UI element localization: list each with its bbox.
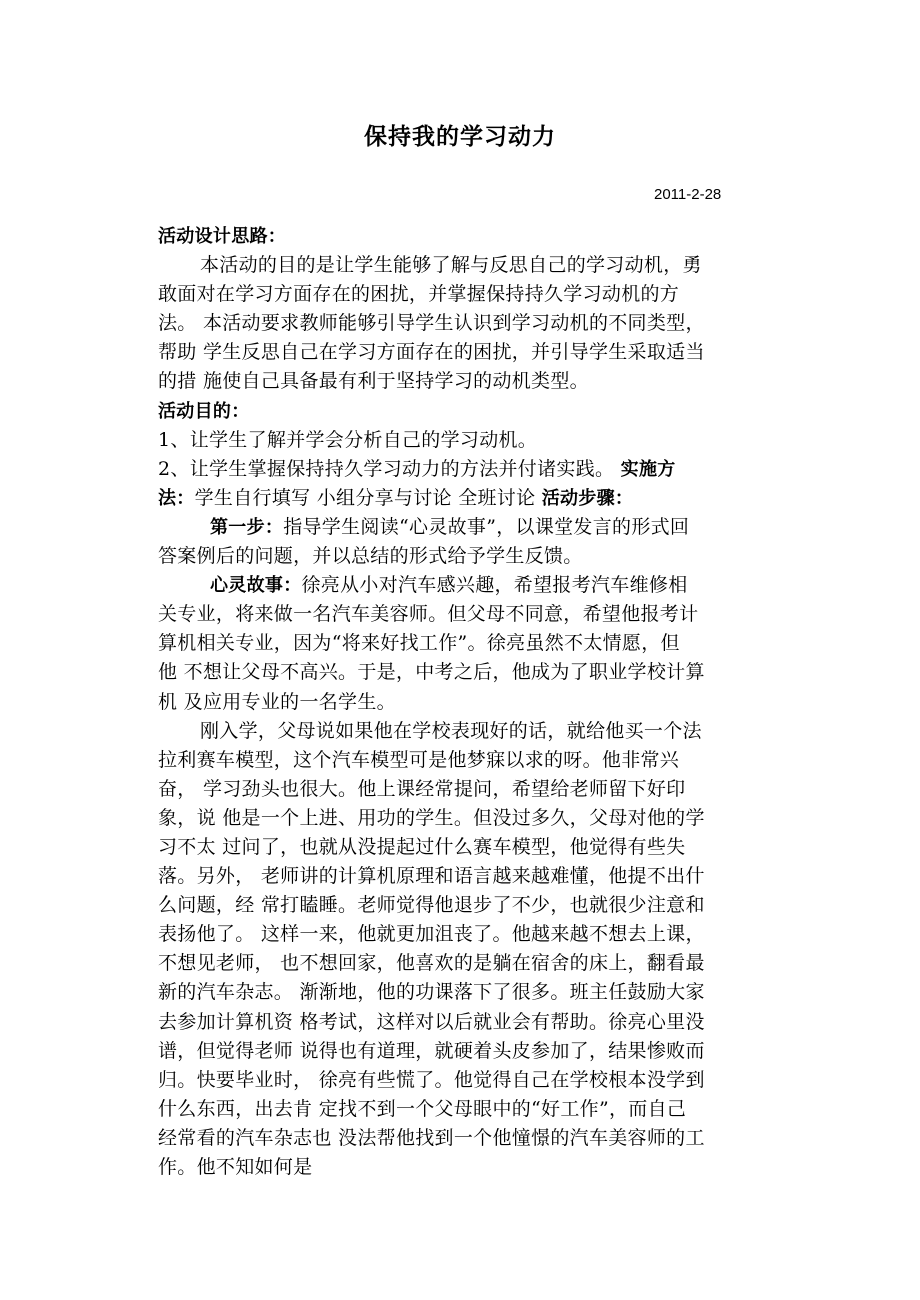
method-line	[158, 484, 770, 513]
paragraph-line: 归。快要毕业时， 徐亮有些慌了。他觉得自己在学校根本没学到	[158, 1068, 705, 1091]
document-date: 2011-2-28	[654, 186, 722, 203]
paragraph-line: 刚入学，父母说如果他在学校表现好的话，就给他买一个法	[200, 719, 702, 742]
story-line: 机 及应用专业的一名学生。	[158, 690, 396, 713]
step1-text: 指导学生阅读“心灵故事”，以课堂发言的形式回	[283, 515, 690, 538]
step1-label: 第一步：	[210, 516, 284, 538]
story-label: 心灵故事：	[210, 575, 302, 597]
paragraph-line: 奋， 学习劲头也很大。他上课经常提问，希望给老师留下好印	[158, 777, 686, 800]
design-line: 法。 本活动要求教师能够引导学生认识到学习动机的不同类型，	[158, 312, 705, 335]
goal-item: 1、让学生了解并学会分析自己的学习动机。	[158, 428, 538, 451]
paragraph-line: 谱，但觉得老师 说得也有道理，就硬着头皮参加了，结果惨败而	[158, 1039, 705, 1062]
step1-line	[158, 513, 770, 542]
paragraph-line: 新的汽车杂志。 渐渐地，他的功课落下了很多。班主任鼓励大家	[158, 981, 705, 1004]
goal-item-with-method	[158, 455, 770, 484]
paragraph-line: 落。另外， 老师讲的计算机原理和语言越来越难懂，他提不出什	[158, 865, 705, 888]
design-heading: 活动设计思路：	[158, 226, 287, 247]
document-body	[158, 222, 770, 1182]
paragraph-line: 么问题，经 常打瞌睡。老师觉得他退步了不少，也就很少注意和	[158, 894, 705, 917]
design-line: 帮助 学生反思自己在学习方面存在的困扰，并引导学生采取适当	[158, 341, 705, 364]
paragraph-line: 习不太 过问了，也就从没提起过什么赛车模型，他觉得有些失	[158, 835, 686, 858]
story-line: 算机相关专业，因为“将来好找工作”。徐亮虽然不太情愿，但	[158, 632, 680, 655]
paragraph-line: 作。他不知如何是	[158, 1156, 313, 1178]
paragraph-line: 象，说 他是一个上进、用功的学生。但没过多久，父母对他的学	[158, 806, 705, 829]
story-line: 他 不想让父母不高兴。于是，中考之后，他成为了职业学校计算	[158, 661, 705, 684]
paragraph-line: 拉利赛车模型，这个汽车模型可是他梦寐以求的呀。他非常兴	[158, 748, 680, 771]
step1-line: 答案例后的问题，并以总结的形式给予学生反馈。	[158, 545, 583, 568]
paragraph-line: 表扬他了。 这样一来，他就更加沮丧了。他越来越不想去上课，	[158, 923, 705, 946]
goal-item: 2、让学生掌握保持持久学习动力的方法并付诸实践。	[158, 457, 621, 480]
steps-label: 活动步骤：	[541, 487, 634, 509]
story-line: 关专业，将来做一名汽车美容师。但父母不同意，希望他报考计	[158, 603, 699, 626]
design-line: 敢面对在学习方面存在的困扰，并掌握保持持久学习动机的方	[158, 283, 680, 306]
paragraph-line: 经常看的汽车杂志也 没法帮他找到一个他憧憬的汽车美容师的工	[158, 1126, 705, 1149]
paragraph-line: 什么东西，出去肯 定找不到一个父母眼中的“好工作”，而自己	[158, 1097, 687, 1120]
method-text: 学生自行填写 小组分享与讨论 全班讨论	[194, 486, 542, 509]
paragraph-line: 去参加计算机资 格考试，这样对以后就业会有帮助。徐亮心里没	[158, 1010, 705, 1033]
document-title: 保持我的学习动力	[364, 124, 556, 150]
design-line: 本活动的目的是让学生能够了解与反思自己的学习动机，勇	[200, 254, 702, 277]
goal-heading: 活动目的：	[158, 400, 250, 422]
story-line	[158, 571, 770, 600]
story-text: 徐亮从小对汽车感兴趣，希望报考汽车维修相	[301, 574, 688, 597]
method-label-end: 法：	[158, 487, 195, 509]
method-label: 实施方	[620, 458, 676, 480]
design-line: 的措 施使自己具备最有利于坚持学习的动机类型。	[158, 370, 589, 393]
paragraph-line: 不想见老师， 也不想回家，他喜欢的是躺在宿舍的床上，翻看最	[158, 952, 705, 975]
